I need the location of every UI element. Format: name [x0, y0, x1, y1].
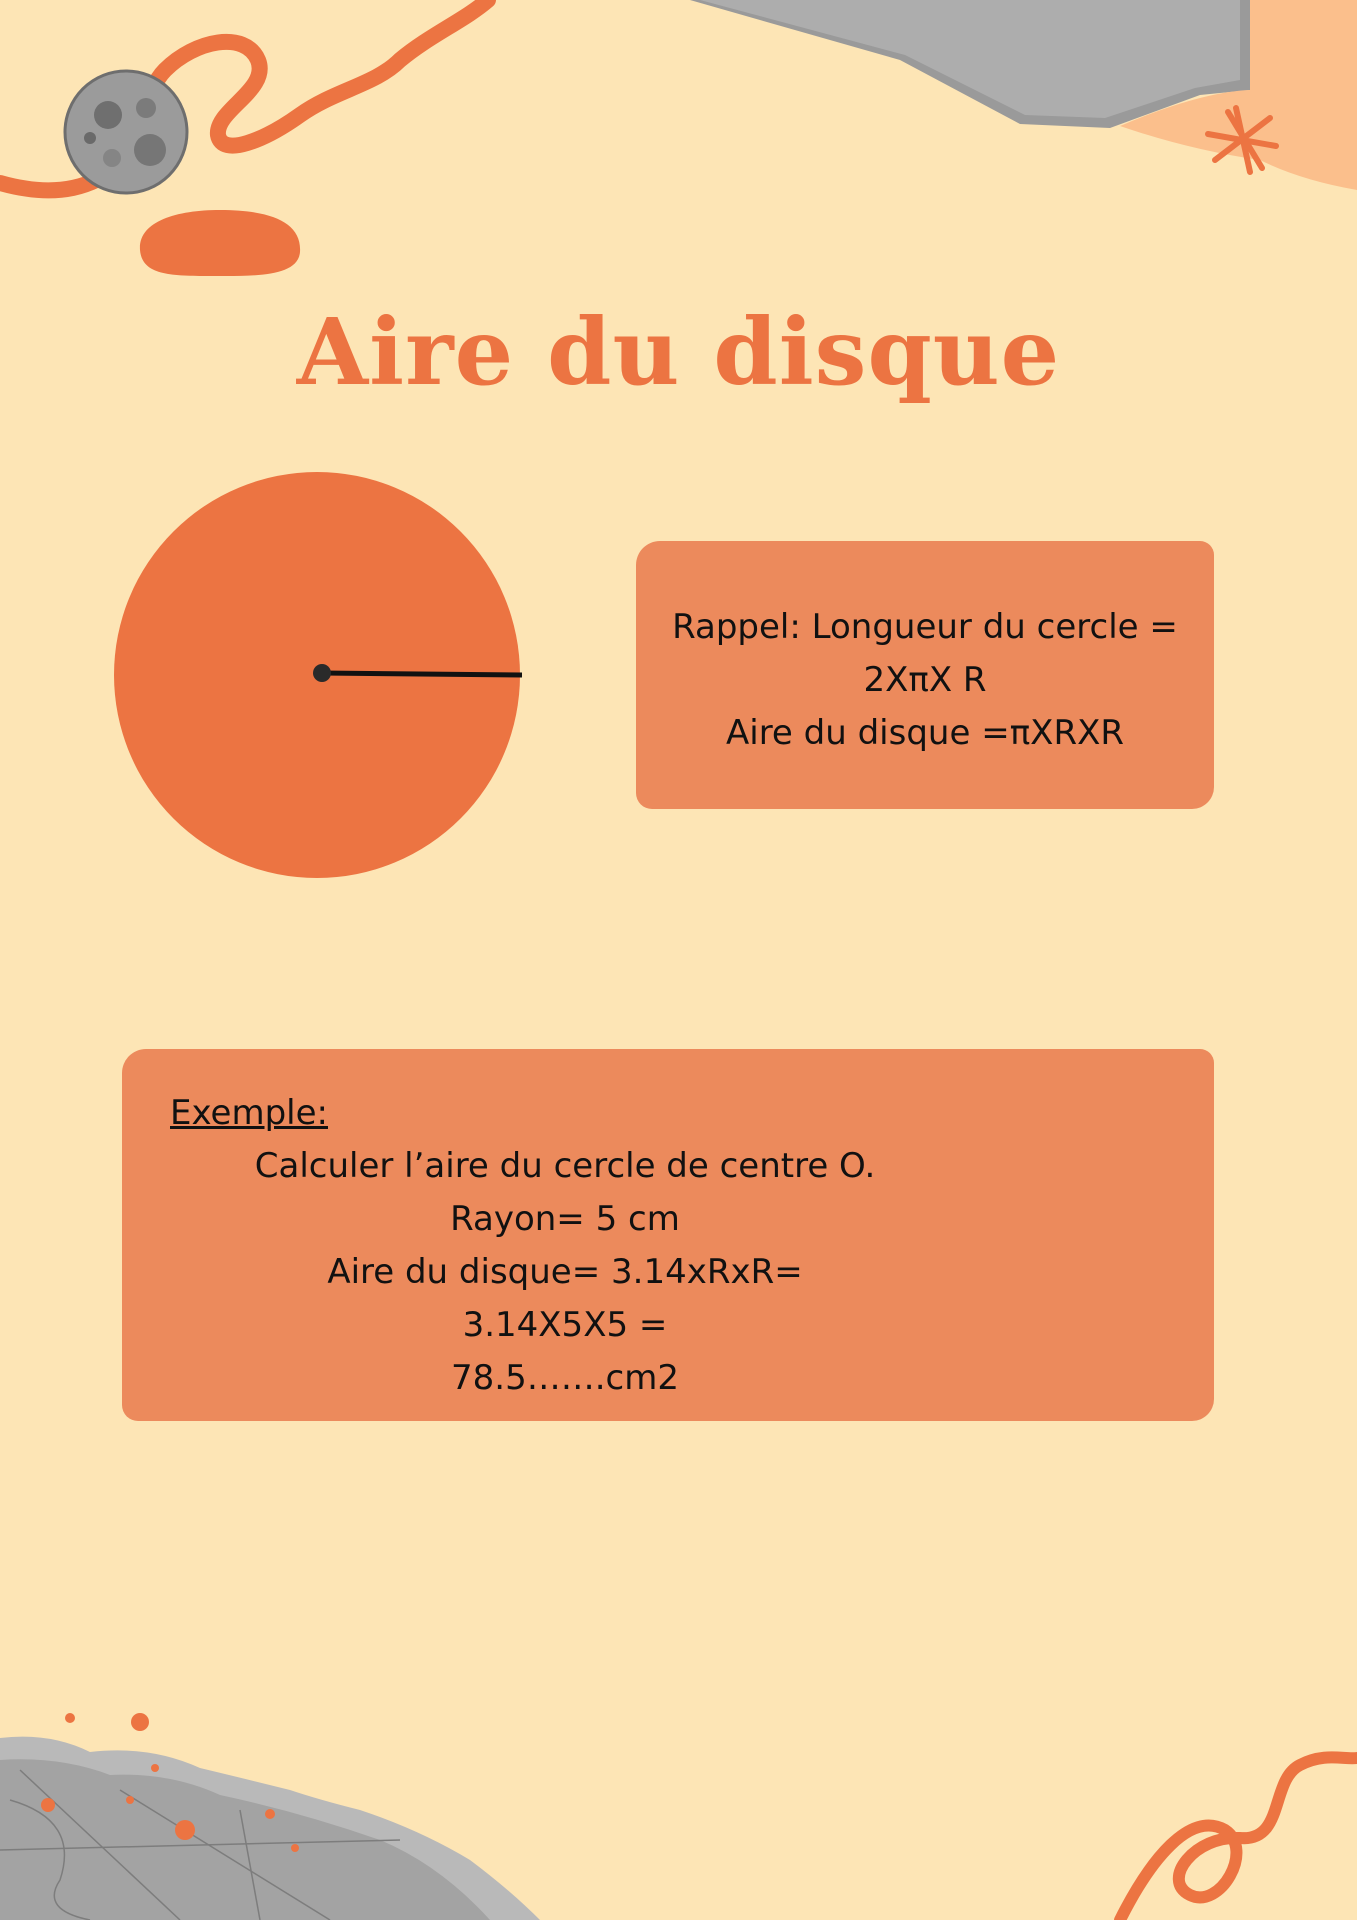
example-box [122, 1049, 1214, 1421]
radius-line [322, 673, 522, 675]
example-line-2: Rayon= 5 cm [450, 1199, 680, 1239]
map-scrap-bottom-left [0, 1713, 540, 1920]
example-heading: Exemple: [170, 1093, 328, 1133]
disk-figure [112, 470, 522, 880]
example-line-5: 78.5…….cm2 [451, 1358, 679, 1398]
moon-icon [65, 71, 187, 193]
recall-line-1: Rappel: Longueur du cercle = [672, 607, 1178, 647]
example-line-3: Aire du disque= 3.14xRxR= [327, 1252, 803, 1292]
squiggle-bottom-right [1120, 1757, 1357, 1920]
blob-shape [140, 210, 300, 276]
recall-line-2: 2XπX R [863, 660, 987, 700]
example-line-4: 3.14X5X5 = [462, 1305, 668, 1345]
center-point [313, 664, 331, 682]
recall-box [636, 541, 1214, 809]
squiggle-top [0, 0, 488, 190]
star-icon [1208, 108, 1276, 172]
recall-line-3: Aire du disque =πXRXR [726, 713, 1124, 753]
example-line-1: Calculer l’aire du cercle de centre O. [254, 1146, 876, 1186]
paper-texture-top-right [690, 0, 1357, 190]
page-title: Aire du disque [296, 298, 1061, 406]
